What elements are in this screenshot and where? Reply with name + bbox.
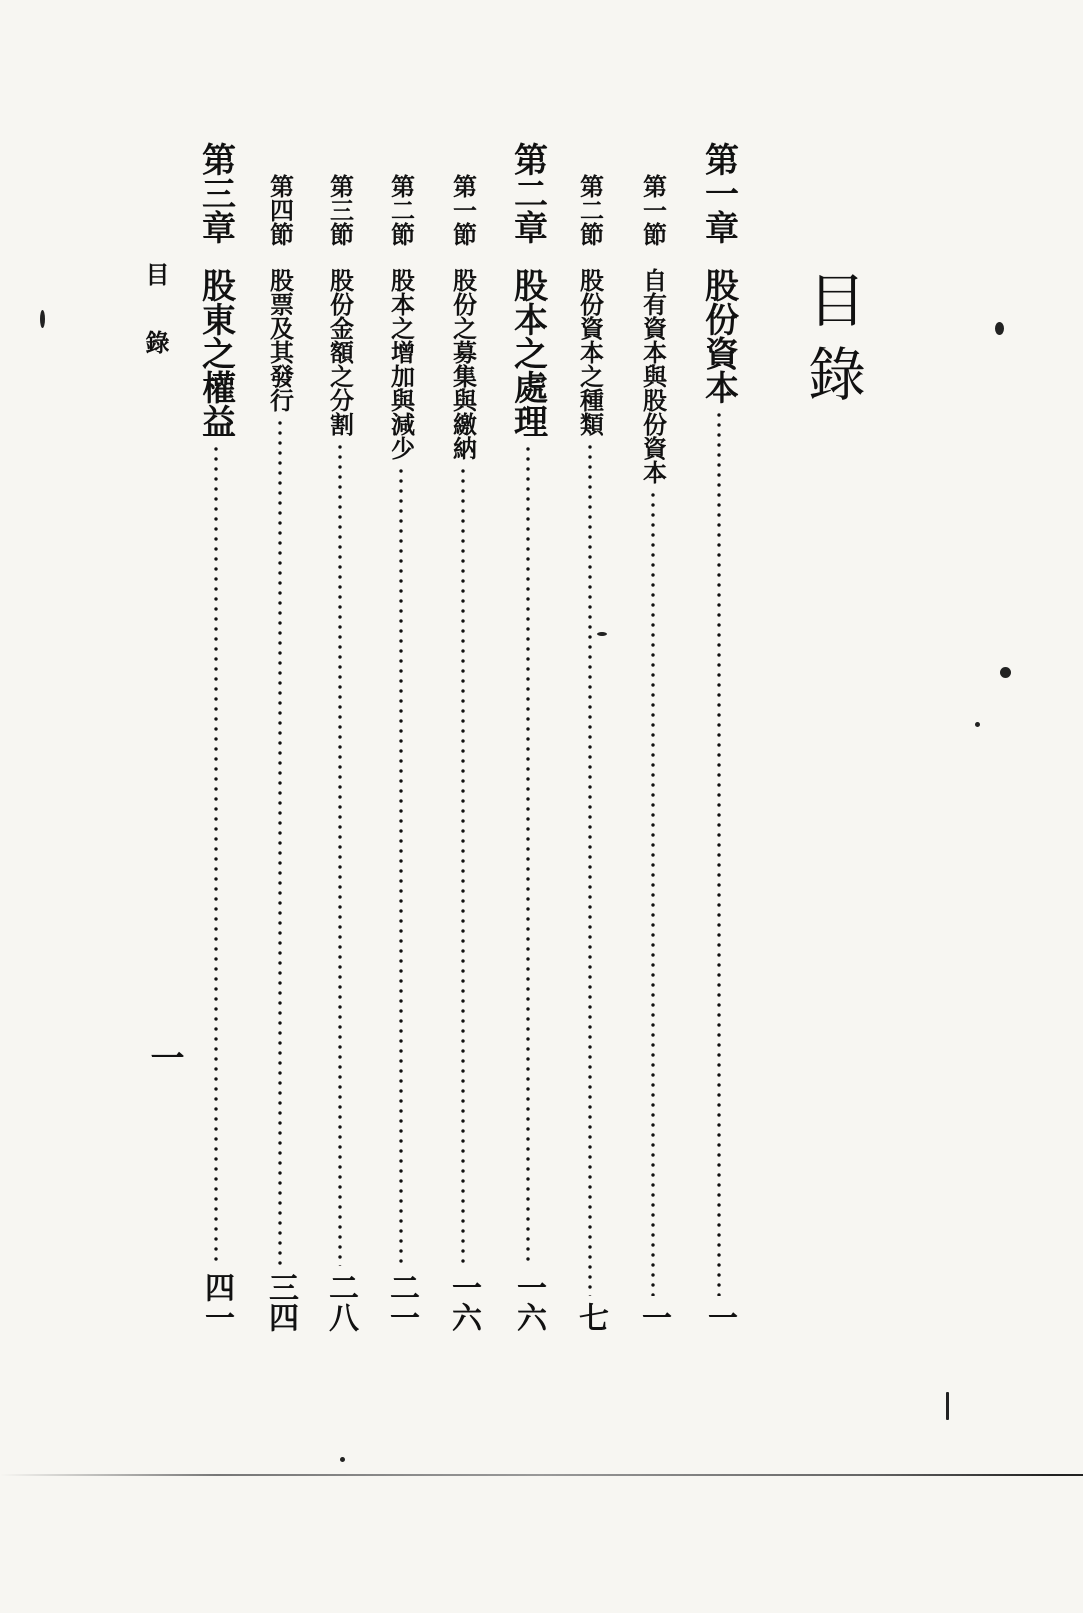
entry-label: 第三章	[195, 142, 236, 244]
entry-title: 股東之權益	[195, 268, 236, 438]
toc-entry-section-2-2	[381, 142, 421, 1332]
ink-speck	[995, 322, 1004, 335]
entry-title: 股票及其發行	[265, 268, 295, 412]
entry-label: 第二章	[507, 142, 548, 244]
dot-leader	[461, 466, 465, 1266]
toc-entry-section-1-2	[570, 142, 610, 1332]
toc-entry-section-2-4	[260, 142, 300, 1332]
entry-page-number: 一六	[446, 1272, 481, 1332]
dot-leader	[399, 466, 403, 1266]
toc-entry-section-2-3	[320, 142, 360, 1332]
page-edge-line	[0, 1474, 1083, 1476]
toc-entry-chapter-1	[697, 142, 741, 1332]
entry-title: 股份之募集與繳納	[448, 268, 478, 460]
ink-speck	[597, 632, 607, 636]
toc-entry-section-1-1	[633, 142, 673, 1332]
running-header: 目錄	[141, 262, 170, 398]
toc-entry-section-2-1	[443, 142, 483, 1332]
dot-leader	[717, 410, 721, 1296]
ink-speck	[340, 1457, 345, 1462]
entry-page-number: 一	[636, 1302, 671, 1332]
dot-leader	[526, 444, 530, 1266]
entry-label: 第一節	[448, 174, 478, 246]
ink-speck	[1000, 667, 1011, 678]
entry-label: 第三節	[325, 174, 355, 246]
contents-heading: 目錄	[798, 270, 866, 418]
entry-page-number: 一	[702, 1302, 737, 1332]
entry-label: 第二節	[386, 174, 416, 246]
dot-leader	[651, 490, 655, 1296]
entry-label: 第一章	[698, 142, 739, 244]
ink-speck	[946, 1392, 949, 1420]
entry-page-number: 二一	[384, 1272, 419, 1332]
toc-entry-chapter-3	[194, 142, 238, 1332]
dot-leader	[278, 418, 282, 1266]
entry-label: 第二節	[575, 174, 605, 246]
entry-title: 股本之處理	[507, 268, 548, 438]
entry-page-number: 三四	[263, 1272, 298, 1332]
dot-leader	[338, 442, 342, 1266]
folio-page-number: 一	[144, 1040, 184, 1074]
entry-label: 第四節	[265, 174, 295, 246]
entry-title: 股份資本之種類	[575, 268, 605, 436]
entry-page-number: 二八	[323, 1272, 358, 1332]
entry-title: 自有資本與股份資本	[638, 268, 668, 484]
dot-leader	[214, 444, 218, 1266]
entry-page-number: 一六	[511, 1272, 546, 1332]
toc-entry-chapter-2	[506, 142, 550, 1332]
entry-title: 股份資本	[698, 268, 739, 404]
entry-label: 第一節	[638, 174, 668, 246]
entry-title: 股本之增加與減少	[386, 268, 416, 460]
ink-speck	[975, 722, 980, 727]
entry-page-number: 四一	[199, 1272, 234, 1332]
entry-title: 股份金額之分割	[325, 268, 355, 436]
entry-page-number: 七	[573, 1302, 608, 1332]
ink-speck	[40, 310, 45, 328]
dot-leader	[588, 442, 592, 1296]
